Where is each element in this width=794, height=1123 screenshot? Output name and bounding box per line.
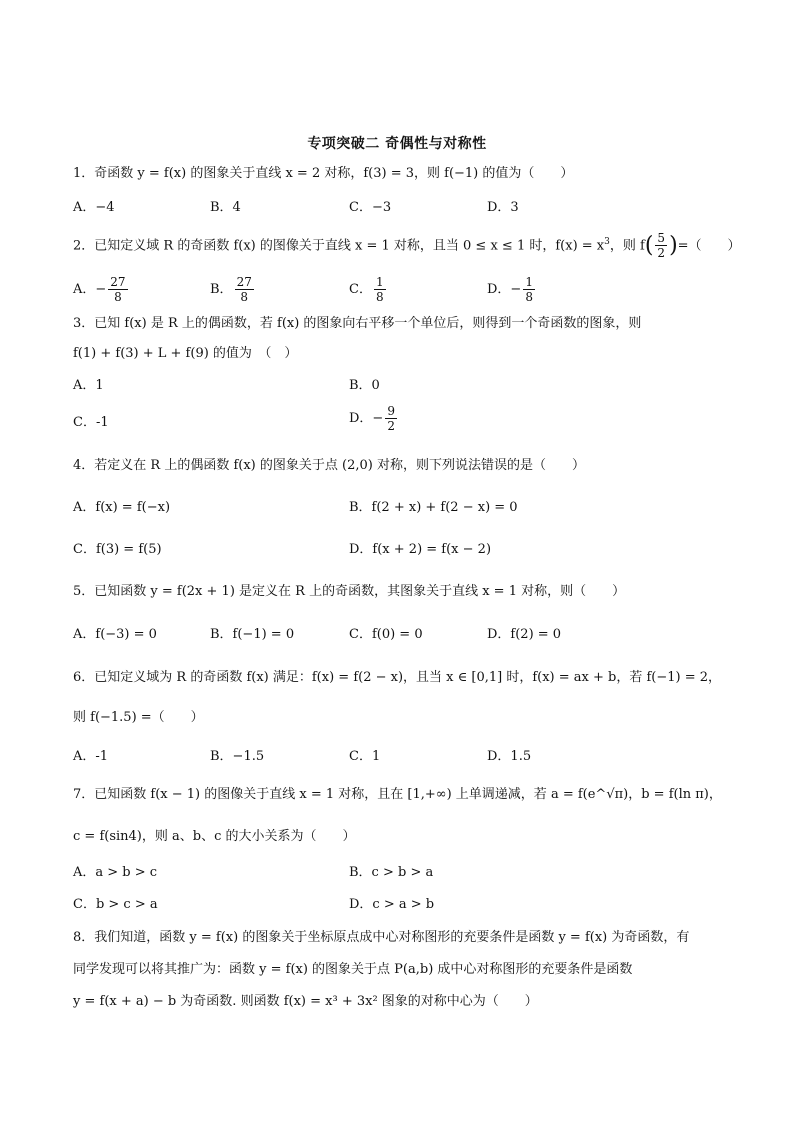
option-fraction — [374, 276, 386, 303]
question-2-stem — [73, 232, 741, 259]
question-1-option-a: A．−4 — [73, 200, 115, 215]
question-4-option-c: C．f(3) = f(5) — [73, 542, 162, 557]
fraction-numerator: 27 — [236, 275, 252, 289]
question-7-option-b: B．c > b > a — [349, 865, 434, 880]
question-4-option-d: D．f(x + 2) = f(x − 2) — [349, 542, 492, 557]
right-paren: ) — [669, 232, 678, 258]
question-7-stem-line-2: c = f(sin4)，则 a、b、c 的大小关系为（ ） — [73, 829, 356, 844]
question-3-option-b: B．0 — [349, 378, 380, 393]
question-7-option-a: A．a > b > c — [73, 865, 158, 880]
question-2-fraction — [655, 232, 667, 259]
option-label: A．− — [73, 282, 107, 297]
option-label: D．− — [487, 282, 522, 297]
option-label: C． — [349, 282, 372, 297]
question-7-stem-line-1: 7．已知函数 f(x − 1) 的图像关于直线 x = 1 对称，且在 [1,+∞) 上单调递减，若 a = f(e^√π)，b = f(ln π)， — [73, 787, 722, 802]
fraction-numerator: 9 — [387, 404, 395, 418]
question-7-option-d: D．c > a > b — [349, 897, 435, 912]
fraction-numerator: 5 — [657, 231, 666, 246]
question-3-option-c: C．-1 — [73, 415, 109, 430]
option-label: D．− — [349, 411, 384, 426]
question-5-option-c: C．f(0) = 0 — [349, 627, 423, 642]
question-8-stem-line-3: y = f(x + a) − b 为奇函数. 则函数 f(x) = x³ + 3x² 图象的对称中心为（ ） — [73, 994, 538, 1009]
fraction-numerator: 27 — [110, 275, 126, 289]
question-1-stem: 1．奇函数 y = f(x) 的图象关于直线 x = 2 对称，f(3) = 3，则 f(−1) 的值为（ ） — [73, 166, 574, 181]
option-label: B． — [210, 282, 233, 297]
question-2-option-a — [73, 276, 130, 303]
fraction-denominator: 2 — [387, 419, 395, 433]
question-1-option-b: B．4 — [210, 200, 241, 215]
question-2-option-d — [487, 276, 537, 303]
question-2-exponent: 3 — [604, 237, 610, 247]
question-2-stem-end: =（ ） — [677, 238, 741, 254]
question-1-option-c: C．−3 — [349, 200, 392, 215]
question-5-option-d: D．f(2) = 0 — [487, 627, 562, 642]
question-6-stem-line-2: 则 f(−1.5) =（ ） — [73, 710, 204, 725]
question-6-option-b: B．−1.5 — [210, 749, 265, 764]
question-2-stem-mid: ，则 f — [609, 238, 645, 254]
option-fraction — [523, 276, 535, 303]
option-fraction — [385, 405, 397, 432]
question-4-stem: 4．若定义在 R 上的偶函数 f(x) 的图象关于点 (2,0) 对称，则下列说法错误的是（ ） — [73, 458, 585, 473]
question-8-stem-line-2: 同学发现可以将其推广为：函数 y = f(x) 的图象关于点 P(a,b) 成中心对称图形的充要条件是函数 — [73, 962, 633, 977]
question-3-stem-line-2: f(1) + f(3) + L + f(9) 的值为 （ ） — [73, 346, 298, 361]
fraction-denominator: 8 — [525, 290, 533, 304]
question-5-option-a: A．f(−3) = 0 — [73, 627, 157, 642]
question-2-option-c — [349, 276, 388, 303]
option-fraction — [108, 276, 127, 303]
fraction-numerator: 1 — [375, 275, 384, 289]
question-4-option-a: A．f(x) = f(−x) — [73, 500, 171, 515]
question-3-stem-line-1: 3．已知 f(x) 是 R 上的偶函数，若 f(x) 的图象向右平移一个单位后，则得到一个奇函数的图象，则 — [73, 316, 642, 331]
fraction-denominator: 2 — [657, 246, 666, 261]
question-6-option-d: D．1.5 — [487, 749, 532, 764]
option-fraction — [235, 276, 254, 303]
question-6-stem-line-1: 6．已知定义域为 R 的奇函数 f(x) 满足：f(x) = f(2 − x)，且当 x ∈ [0,1] 时，f(x) = ax + b，若 f(−1) = 2， — [73, 670, 722, 685]
fraction-denominator: 8 — [114, 290, 122, 304]
left-paren: ( — [644, 232, 654, 258]
question-8-stem-line-1: 8．我们知道，函数 y = f(x) 的图象关于坐标原点成中心对称图形的充要条件是函数 y = f(x) 为奇函数，有 — [73, 930, 690, 945]
fraction-numerator: 1 — [525, 275, 533, 289]
page-title: 专项突破二 奇偶性与对称性 — [307, 136, 487, 152]
question-5-option-b: B．f(−1) = 0 — [210, 627, 295, 642]
fraction-denominator: 8 — [240, 290, 249, 304]
question-5-stem: 5．已知函数 y = f(2x + 1) 是定义在 R 上的奇函数，其图象关于直线 x = 1 对称，则（ ） — [73, 584, 626, 599]
fraction-denominator: 8 — [375, 290, 384, 304]
question-2-stem-prefix: 2．已知定义域 R 的奇函数 f(x) 的图像关于直线 x = 1 对称，且当 0 ≤ x ≤ 1 时，f(x) = x — [73, 238, 605, 254]
question-1-option-d: D．3 — [487, 200, 519, 215]
question-6-option-a: A．-1 — [73, 749, 109, 764]
question-2-option-b — [210, 276, 256, 303]
question-6-option-c: C．1 — [349, 749, 381, 764]
question-3-option-a: A．1 — [73, 378, 104, 393]
question-7-option-c: C．b > c > a — [73, 897, 158, 912]
question-4-option-b: B．f(2 + x) + f(2 − x) = 0 — [349, 500, 518, 515]
question-3-option-d — [349, 405, 399, 432]
